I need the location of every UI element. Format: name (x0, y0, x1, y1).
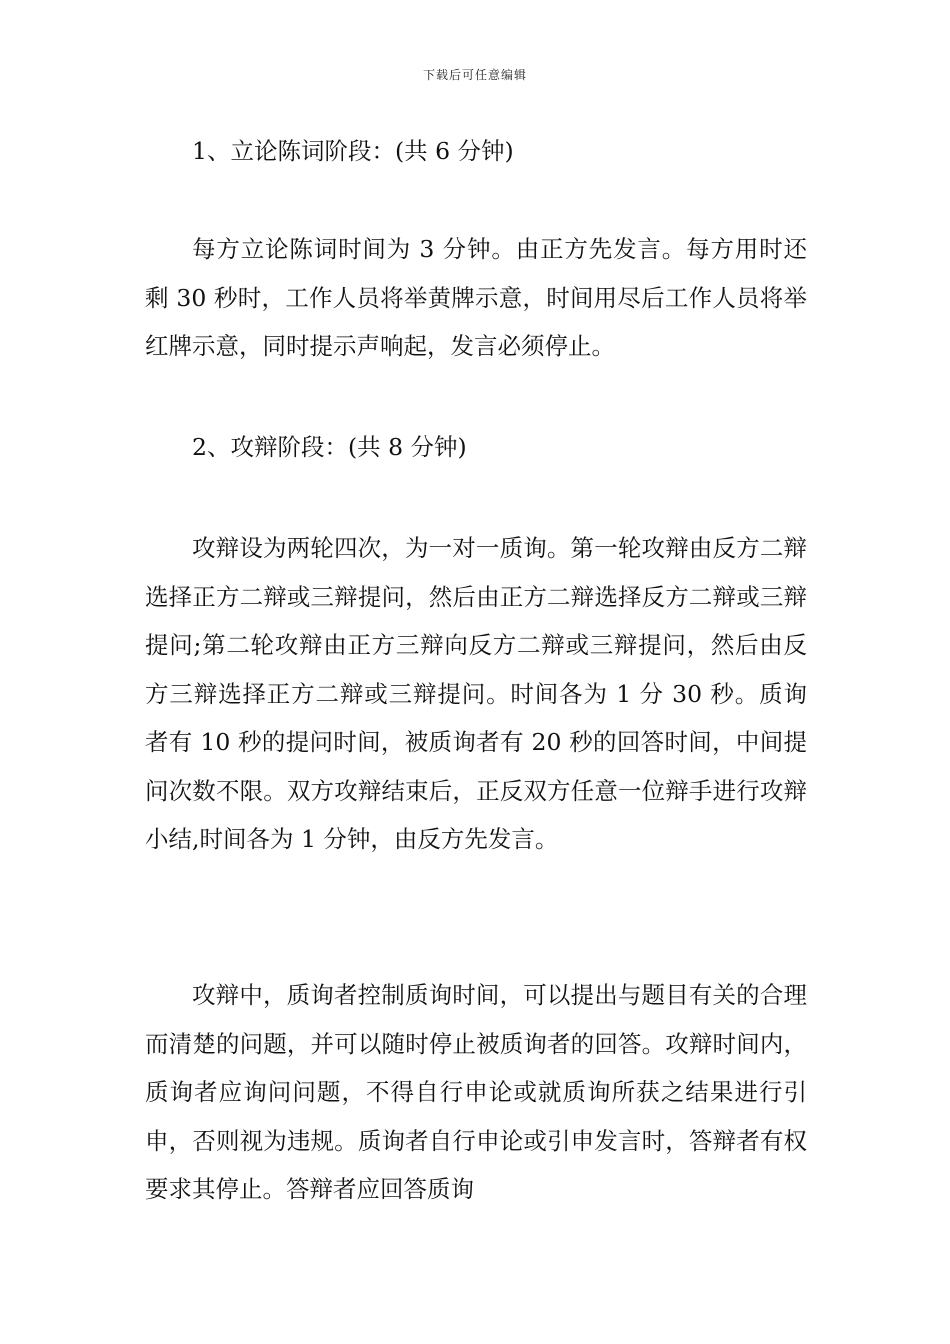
paragraph-1: 每方立论陈词时间为 3 分钟。由正方先发言。每方用时还剩 30 秒时，工作人员将举黄牌示意，时间用尽后工作人员将举红牌示意，同时提示声响起，发言必须停止。 (145, 235, 807, 360)
paragraph-2: 攻辩设为两轮四次，为一对一质询。第一轮攻辩由反方二辩选择正方二辩或三辩提问，然后由正方二辩选择反方二辩或三辩提问;第二轮攻辩由正方三辩向反方二辩或三辩提问，然后由反方三辩选择正方二辩或三辩提问。时间各为 1 分 30 秒。质询者有 10 秒的提问时间，被质询者有 20 秒的回答时间，中间提问次数不限。双方攻辩结束后，正反双方任意一位辩手进行攻辩小结,时间各为 1 分钟，由反方先发言。 (145, 534, 807, 853)
section-heading-1: 1、立论陈词阶段：(共 6 分钟) (192, 137, 514, 165)
paragraph-3: 攻辩中，质询者控制质询时间，可以提出与题目有关的合理而清楚的问题，并可以随时停止被质询者的回答。攻辩时间内，质询者应询问问题，不得自行申论或就质询所获之结果进行引申，否则视为违规。质询者自行申论或引申发言时，答辩者有权要求其停止。答辩者应回答质询 (145, 981, 807, 1203)
section-heading-2: 2、攻辩阶段：(共 8 分钟) (192, 433, 467, 461)
page-header: 下载后可任意编辑 (422, 68, 527, 82)
